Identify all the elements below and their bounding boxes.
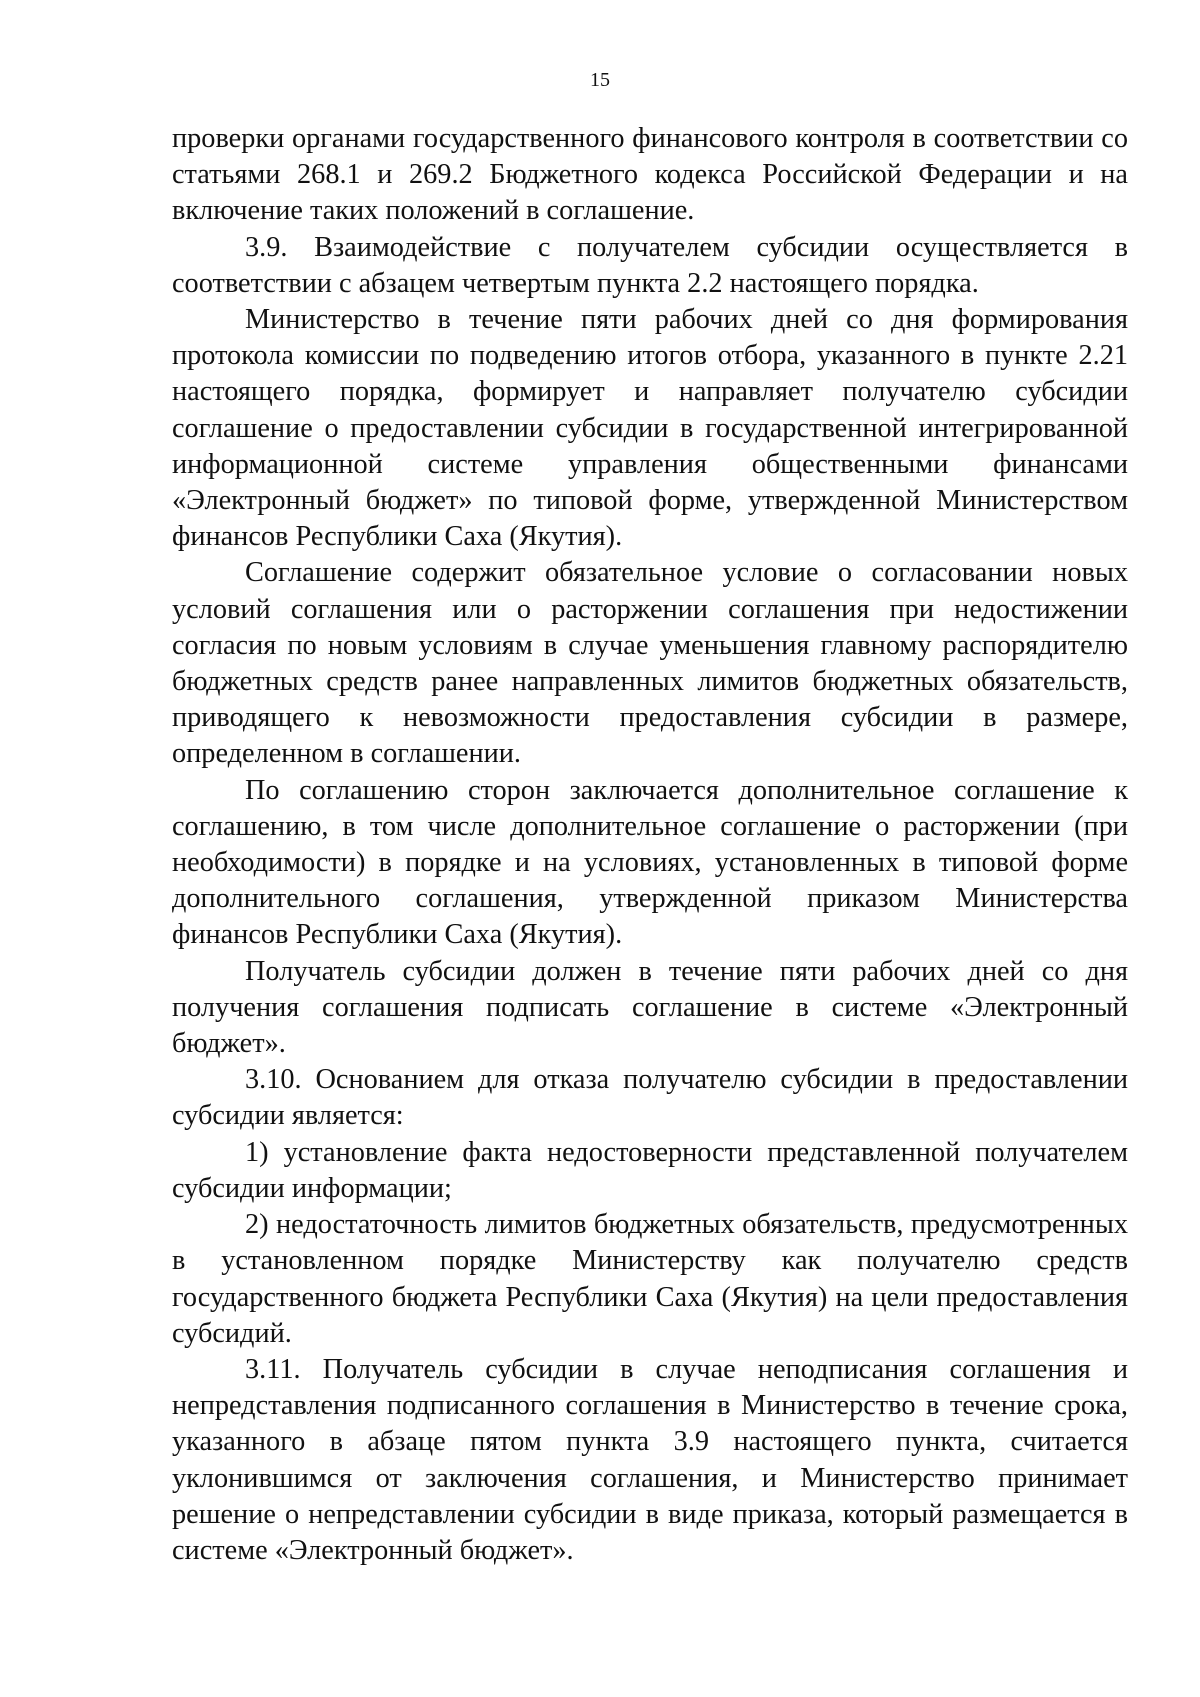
paragraph-3-11: 3.11. Получатель субсидии в случае неподписания соглашения и непредставления подписанного соглашения в Министерство в течение срока, указанного в абзаце пятом пункта 3.9 настоящего пункта, считается уклонившимся от заключения соглашения, и Министерство принимает решение о непредставлении субсидии в виде приказа, который размещается в системе «Электронный бюджет».	[172, 1353, 1128, 1566]
paragraph-additional-agreement: По соглашению сторон заключается дополнительное соглашение к соглашению, в том числе дополнительное соглашение о расторжении (при необходимости) в порядке и на условиях, установленных в типовой форме дополнительного соглашения, утвержденной приказом Министерства финансов Республики Саха (Якутия).	[172, 774, 1128, 951]
paragraph-3-10: 3.10. Основанием для отказа получателю субсидии в предоставлении субсидии является:	[172, 1064, 1128, 1132]
paragraph-agreement-conditions: Соглашение содержит обязательное условие о согласовании новых условий соглашения или о расторжении соглашения при недостижении согласия по новым условиям в случае уменьшения главному распорядителю бюджетных средств ранее направленных лимитов бюджетных обязательств, приводящего к невозможности предоставления субсидии в размере, определенном в соглашении.	[172, 557, 1128, 770]
list-item-2: 2) недостаточность лимитов бюджетных обязательств, предусмотренных в установленном порядке Министерству как получателю средств государственного бюджета Республики Саха (Якутия) на цели предоставления субсидий.	[172, 1209, 1128, 1349]
paragraph-3-9: 3.9. Взаимодействие с получателем субсидии осуществляется в соответствии с абзацем четвертым пункта 2.2 настоящего порядка.	[172, 231, 1128, 299]
paragraph-agreement-formation: Министерство в течение пяти рабочих дней со дня формирования протокола комиссии по подведению итогов отбора, указанного в пункте 2.21 настоящего порядка, формирует и направляет получателю субсидии соглашение о предоставлении субсидии в государственной интегрированной информационной системе управления общественными финансами «Электронный бюджет» по типовой форме, утвержденной Министерством финансов Республики Саха (Якутия).	[172, 304, 1128, 553]
paragraph-signing-deadline: Получатель субсидии должен в течение пяти рабочих дней со дня получения соглашения подписать соглашение в системе «Электронный бюджет».	[172, 955, 1128, 1060]
page-number: 15	[590, 69, 610, 91]
document-body	[172, 121, 1128, 1569]
paragraph-continuation: проверки органами государственного финансового контроля в соответствии со статьями 268.1 и 269.2 Бюджетного кодекса Российской Федерации и на включение таких положений в соглашение.	[172, 123, 1128, 227]
list-item-1: 1) установление факта недостоверности представленной получателем субсидии информации;	[172, 1136, 1128, 1204]
